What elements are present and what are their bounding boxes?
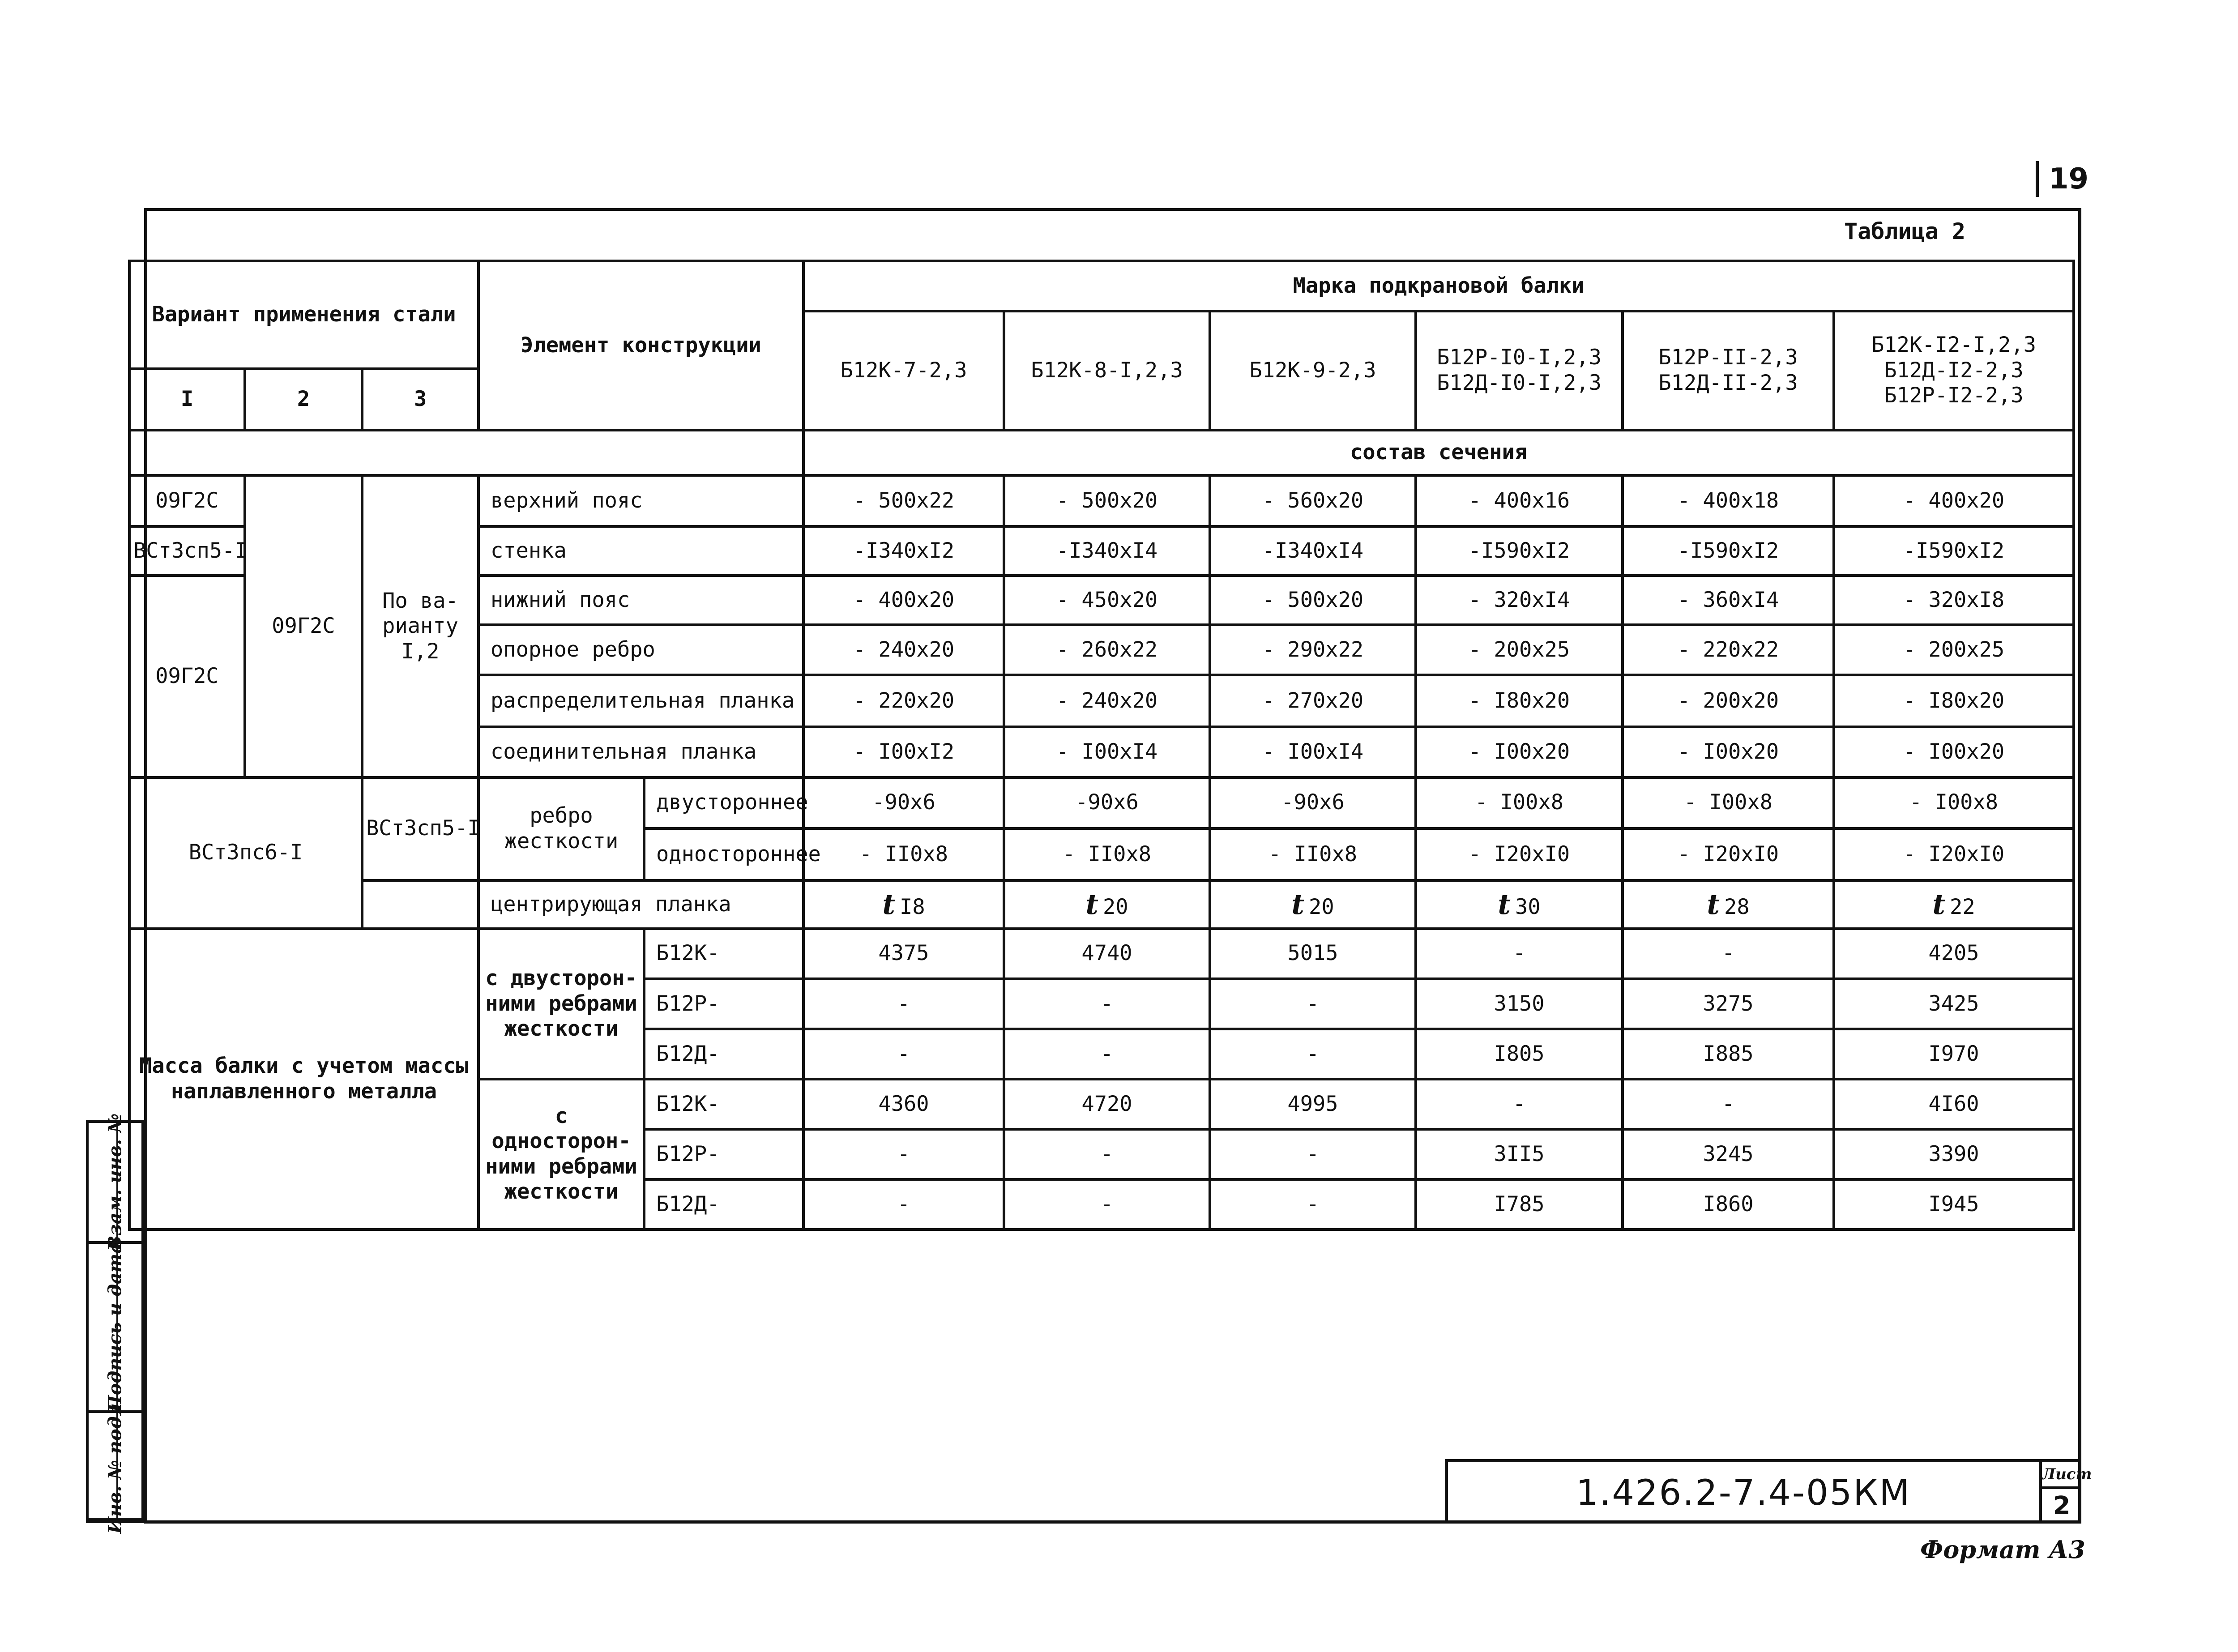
rib-label: ребро жесткости bbox=[478, 777, 644, 880]
beam-mark-6: Б12К-I2-I,2,3 Б12Д-I2-2,3 Б12Р-I2-2,3 bbox=[1834, 311, 2074, 430]
table-row: Масса балки с учетом массы наплавленного металла с двусторон- ними ребрами жесткости Б12К- 4375 4740 5015 - - 4205 bbox=[129, 929, 2074, 979]
variant-1-header: I bbox=[129, 369, 245, 430]
thickness-symbol: t bbox=[882, 888, 896, 921]
variant-2-header: 2 bbox=[245, 369, 362, 430]
beam-type: Б12Р- bbox=[644, 979, 803, 1029]
variant-1-steel: 09Г2С bbox=[129, 576, 245, 777]
beam-mark-5: Б12Р-II-2,3 Б12Д-II-2,3 bbox=[1623, 311, 1834, 430]
beam-mark-3: Б12К-9-2,3 bbox=[1210, 311, 1416, 430]
beam-type: Б12Д- bbox=[644, 1179, 803, 1229]
stamp-sheet-label: Лист bbox=[2042, 1462, 2081, 1489]
table-row: центрирующая планка t I8 t 20 t 20 t 30 t 28 t 22 bbox=[129, 880, 2074, 929]
beam-mark-2: Б12К-8-I,2,3 bbox=[1004, 311, 1210, 430]
thickness-symbol: t bbox=[1932, 888, 1946, 921]
variant-1-steel: 09Г2С bbox=[129, 475, 245, 526]
table-row: опорное ребро - 240x20 - 260x22 - 290x22 - 200x25 - 220x22 - 200x25 bbox=[129, 625, 2074, 675]
element-name: нижний пояс bbox=[478, 576, 803, 625]
element-name: распределительная планка bbox=[478, 675, 803, 727]
stamp-sheet-box bbox=[2039, 1462, 2092, 1524]
table-row: ВСт3сп5-I стенка -I340xI2 -I340xI4 -I340xI4 -I590xI2 -I590xI2 -I590xI2 bbox=[129, 526, 2074, 576]
table-row: соединительная планка - I00xI2 - I00xI4 - I00xI4 - I00x20 - I00x20 - I00x20 bbox=[129, 727, 2074, 777]
table-row: Б12Р- - - - 3II5 3245 3390 bbox=[129, 1129, 2074, 1179]
centering-label: центрирующая планка bbox=[478, 880, 803, 929]
sheet-number: 19 bbox=[2036, 161, 2089, 197]
rib-variant-1-2-steel: ВСт3пс6-I bbox=[129, 777, 362, 929]
variant-1-steel: ВСт3сп5-I bbox=[129, 526, 245, 576]
beam-mark-1: Б12К-7-2,3 bbox=[803, 311, 1004, 430]
margin-signature-date: Подпись и дата bbox=[89, 1244, 141, 1413]
beam-type: Б12Р- bbox=[644, 1129, 803, 1179]
variant-2-steel: 09Г2С bbox=[245, 475, 362, 777]
mass-label: Масса балки с учетом массы наплавленного металла bbox=[129, 929, 478, 1229]
table-row: 09Г2С нижний пояс - 400x20 - 450x20 - 500x20 - 320xI4 - 360xI4 - 320xI8 bbox=[129, 576, 2074, 625]
beam-type: Б12К- bbox=[644, 1079, 803, 1129]
table-row: ВСт3пс6-I ВСт3сп5-I ребро жесткости двустороннее -90x6 -90x6 -90x6 - I00x8 - I00x8 - I00x8 bbox=[129, 777, 2074, 828]
document-code: 1.426.2-7.4-05КМ bbox=[1576, 1473, 1911, 1513]
thickness-symbol: t bbox=[1085, 888, 1099, 921]
table-row: Б12Д- - - - I805 I885 I970 bbox=[129, 1029, 2074, 1079]
mass-double-label: с двусторон- ними ребрами жесткости bbox=[478, 929, 644, 1079]
variant-3-steel: По ва- рианту I,2 bbox=[362, 475, 478, 777]
table-row: с односторон- ними ребрами жесткости Б12К- 4360 4720 4995 - - 4I60 bbox=[129, 1079, 2074, 1129]
element-name: опорное ребро bbox=[478, 625, 803, 675]
stamp-sheet-value: 2 bbox=[2053, 1491, 2071, 1520]
table-row: 09Г2С 09Г2С По ва- рианту I,2 верхний пояс - 500x22 - 500x20 - 560x20 - 400x16 - 400x18 - 400x20 bbox=[129, 475, 2074, 526]
element-name: стенка bbox=[478, 526, 803, 576]
side-margin-strip bbox=[86, 1113, 144, 1534]
margin-replace-inv: Взам. инв. № bbox=[89, 1123, 141, 1244]
beam-type: Б12Д- bbox=[644, 1029, 803, 1079]
rib-variant-3-steel: ВСт3сп5-I bbox=[362, 777, 478, 880]
thickness-symbol: t bbox=[1707, 888, 1720, 921]
paper-format: Формат А3 bbox=[1920, 1535, 2085, 1564]
mass-single-label: с односторон- ними ребрами жесткости bbox=[478, 1079, 644, 1229]
element-header: Элемент конструкции bbox=[478, 261, 803, 430]
rib-single-label: одностороннее bbox=[644, 828, 803, 880]
beam-mark-4: Б12Р-I0-I,2,3 Б12Д-I0-I,2,3 bbox=[1416, 311, 1623, 430]
beam-mark-header: Марка подкрановой балки bbox=[803, 261, 2074, 311]
element-name: соединительная планка bbox=[478, 727, 803, 777]
steel-spec-table bbox=[128, 260, 2075, 1231]
title-stamp bbox=[1445, 1459, 2092, 1524]
table-caption: Таблица 2 bbox=[1844, 218, 1965, 244]
thickness-symbol: t bbox=[1498, 888, 1511, 921]
margin-inv-original: Инв. № подл. bbox=[89, 1413, 141, 1520]
element-name: верхний пояс bbox=[478, 475, 803, 526]
section-header: состав сечения bbox=[803, 430, 2074, 476]
table-row: одностороннее - II0x8 - II0x8 - II0x8 - I20xI0 - I20xI0 - I20xI0 bbox=[129, 828, 2074, 880]
table-row: распределительная планка - 220x20 - 240x20 - 270x20 - I80x20 - 200x20 - I80x20 bbox=[129, 675, 2074, 727]
table-row: Б12Д- - - - I785 I860 I945 bbox=[129, 1179, 2074, 1229]
variant-3-header: 3 bbox=[362, 369, 478, 430]
thickness-symbol: t bbox=[1291, 888, 1305, 921]
variant-header: Вариант применения стали bbox=[129, 261, 478, 369]
beam-type: Б12К- bbox=[644, 929, 803, 979]
table-row: Б12Р- - - - 3150 3275 3425 bbox=[129, 979, 2074, 1029]
rib-double-label: двустороннее bbox=[644, 777, 803, 828]
